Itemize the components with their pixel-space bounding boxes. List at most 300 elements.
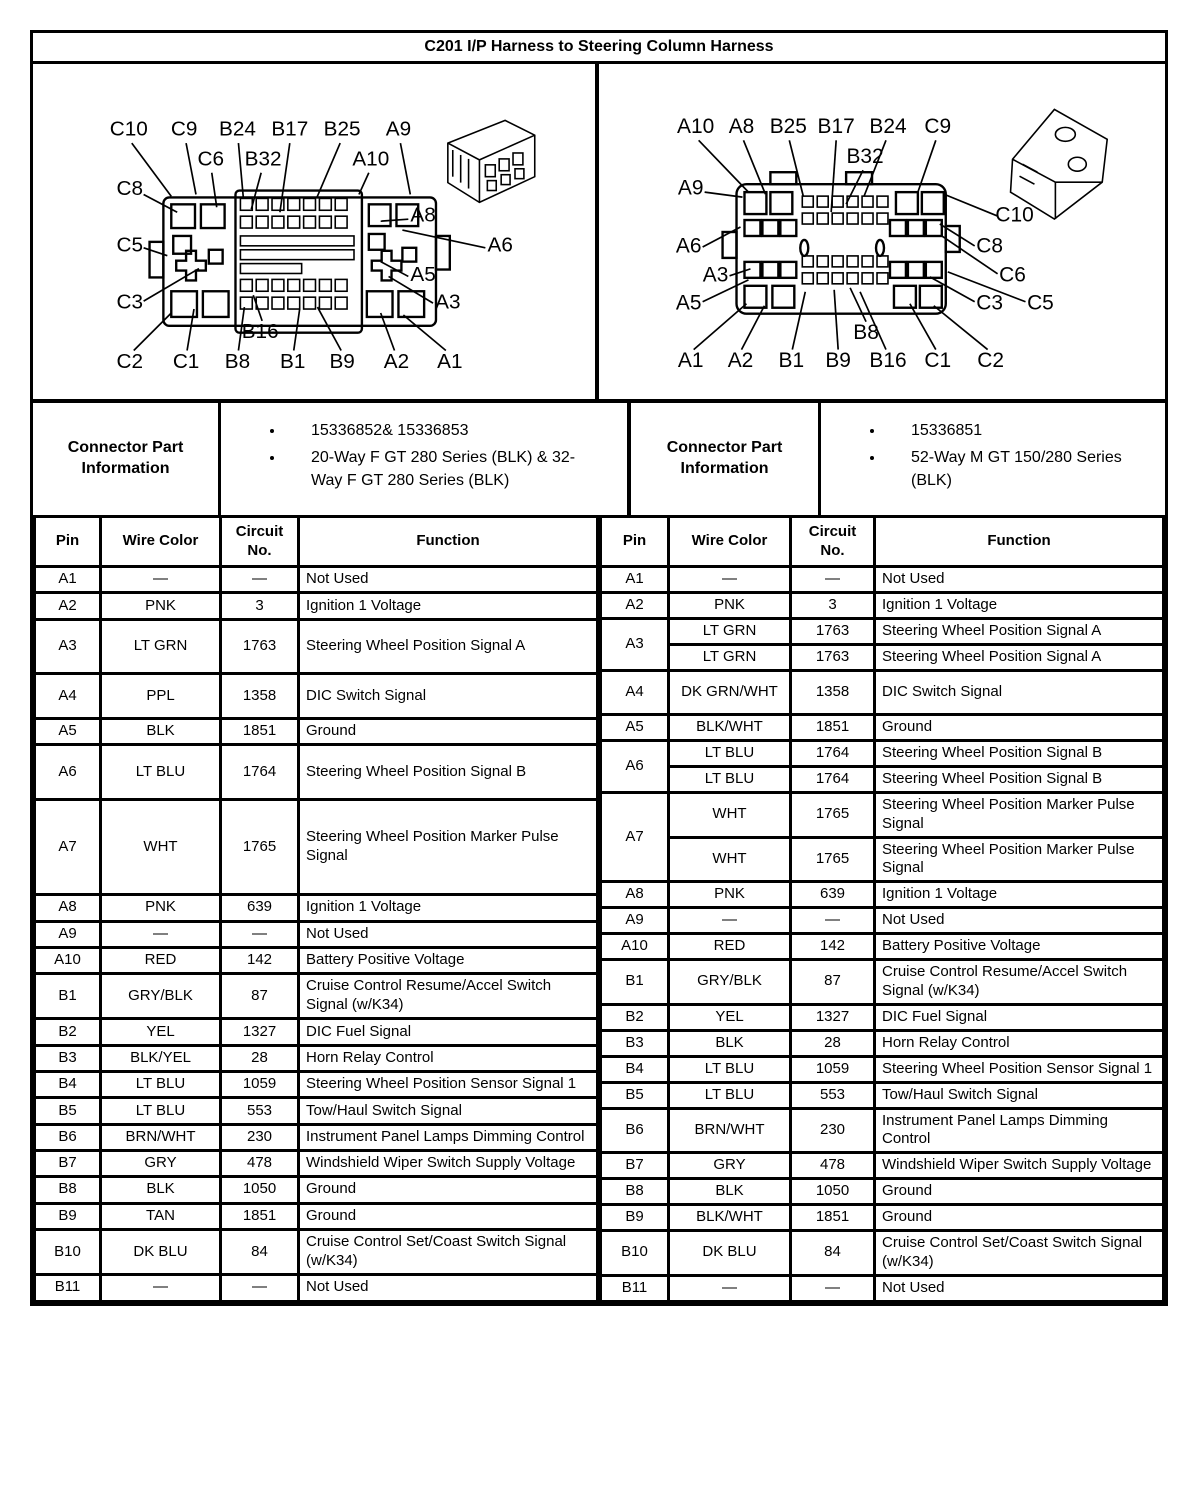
pin-label: B32 (244, 147, 282, 171)
circuit-no-cell: 84 (221, 1229, 299, 1274)
info-bullet: • 15336852& 15336853 (285, 419, 585, 442)
pin-label: B25 (323, 117, 361, 141)
wire-color-cell: BRN/WHT (669, 1108, 791, 1153)
wire-color-cell: BLK (669, 1030, 791, 1056)
wire-color-cell: — (101, 567, 221, 593)
left-connector-pin-grid (240, 198, 354, 309)
table-row (601, 567, 1164, 593)
circuit-no-cell: 1764 (791, 741, 875, 767)
wire-color-header: Wire Color (669, 517, 791, 567)
circuit-no-cell: 1765 (221, 799, 299, 894)
wire-color-cell: BLK/YEL (101, 1045, 221, 1071)
wire-color-cell: LT BLU (669, 1082, 791, 1108)
pin-label: A6 (675, 234, 702, 258)
circuit-no-cell: 87 (791, 960, 875, 1005)
pin-cell: A6 (601, 741, 669, 793)
pin-label: C6 (197, 147, 225, 171)
circuit-no-cell: 1851 (221, 1203, 299, 1229)
table-row (35, 1177, 598, 1203)
table-row (601, 1108, 1164, 1153)
table-row (35, 745, 598, 800)
function-cell: Steering Wheel Position Signal B (875, 741, 1164, 767)
circuit-no-cell: 84 (791, 1231, 875, 1276)
pin-cell: B7 (601, 1153, 669, 1179)
function-cell: Instrument Panel Lamps Dimming Control (299, 1124, 598, 1150)
pin-cell: A10 (601, 934, 669, 960)
pin-cell: A2 (601, 593, 669, 619)
function-cell: Not Used (875, 1275, 1164, 1301)
pin-label: B24 (869, 114, 907, 138)
function-cell: DIC Fuel Signal (299, 1019, 598, 1045)
pin-cell: B10 (601, 1231, 669, 1276)
leader-line (831, 140, 836, 212)
function-cell: Ignition 1 Voltage (875, 882, 1164, 908)
function-cell: Ignition 1 Voltage (299, 593, 598, 619)
pin-label: A3 (702, 263, 729, 287)
function-cell: Battery Positive Voltage (875, 934, 1164, 960)
function-cell: Not Used (299, 1274, 598, 1301)
pin-label: B9 (825, 349, 851, 373)
pin-cell: B6 (35, 1124, 101, 1150)
table-row (35, 1124, 598, 1150)
circuit-no-cell: 142 (791, 934, 875, 960)
function-cell: Ground (875, 1205, 1164, 1231)
pin-label: B24 (219, 117, 256, 141)
wire-color-cell: YEL (669, 1004, 791, 1030)
pin-label: C3 (976, 291, 1003, 315)
pin-cell: B11 (35, 1274, 101, 1301)
table-row (35, 895, 598, 921)
pin-cell: B11 (601, 1275, 669, 1301)
wire-color-cell: DK BLU (669, 1231, 791, 1276)
function-cell: Ground (875, 715, 1164, 741)
info-bullet: • 20-Way F GT 280 Series (BLK) & 32-Way F GT 280 Series (BLK) (285, 446, 585, 492)
function-cell: Not Used (299, 921, 598, 947)
function-cell: Ground (299, 718, 598, 744)
table-row (35, 718, 598, 744)
leader-line (317, 307, 341, 350)
function-cell: Not Used (875, 567, 1164, 593)
pin-cell: B9 (601, 1205, 669, 1231)
pin-label: A10 (677, 114, 715, 138)
circuit-no-cell: — (791, 908, 875, 934)
wire-color-cell: — (669, 1275, 791, 1301)
function-cell: Steering Wheel Position Signal B (299, 745, 598, 800)
table-row (601, 593, 1164, 619)
pin-cell: B7 (35, 1150, 101, 1176)
leader-line (400, 143, 410, 194)
pin-label: B17 (271, 117, 309, 141)
circuit-no-cell: 3 (791, 593, 875, 619)
function-cell: Horn Relay Control (299, 1045, 598, 1071)
wire-color-cell: BLK (101, 718, 221, 744)
right-connector-pin-grid (802, 196, 888, 284)
table-header-row (35, 517, 598, 567)
circuit-no-cell: 1358 (221, 674, 299, 719)
function-header: Function (875, 517, 1164, 567)
wire-color-cell: — (669, 908, 791, 934)
pin-label: A9 (677, 176, 704, 200)
circuit-no-cell: 28 (221, 1045, 299, 1071)
function-cell: Cruise Control Set/Coast Switch Signal (w/K34) (299, 1229, 598, 1274)
right-info-bullets (821, 403, 1165, 515)
leader-line (741, 306, 764, 350)
circuit-no-cell: 1763 (791, 619, 875, 645)
pin-cell: A8 (35, 895, 101, 921)
function-cell: Steering Wheel Position Sensor Signal 1 (299, 1071, 598, 1097)
pin-label: A10 (352, 147, 390, 171)
leader-line (359, 173, 369, 195)
wire-color-cell: WHT (101, 799, 221, 894)
circuit-no-cell: — (791, 567, 875, 593)
pin-label: A1 (437, 349, 463, 373)
pinout-tables (33, 515, 1165, 1303)
function-header: Function (299, 517, 598, 567)
wire-color-cell: — (101, 921, 221, 947)
pin-label: C5 (116, 233, 144, 257)
function-cell: Ignition 1 Voltage (875, 593, 1164, 619)
pin-label: A2 (383, 349, 410, 373)
wire-color-cell: GRY/BLK (101, 974, 221, 1019)
table-row (35, 947, 598, 973)
pin-label: B32 (846, 144, 884, 168)
circuit-no-cell: 1059 (791, 1056, 875, 1082)
leader-line (402, 230, 485, 248)
pin-cell: A10 (35, 947, 101, 973)
leader-line (294, 309, 300, 350)
leader-line (910, 304, 936, 350)
function-cell: Cruise Control Resume/Accel Switch Signal (w/K34) (875, 960, 1164, 1005)
circuit-no-cell: — (221, 1274, 299, 1301)
leader-line (186, 143, 196, 194)
table-row (35, 1274, 598, 1301)
circuit-no-cell: 639 (791, 882, 875, 908)
pin-cell: B1 (601, 960, 669, 1005)
connector-part-info-row (33, 403, 1165, 515)
pin-label: C9 (170, 117, 198, 141)
pin-cell: A7 (601, 793, 669, 882)
leader-line (212, 173, 217, 208)
right-connector-svg (599, 64, 1165, 399)
table-row (35, 1229, 598, 1274)
leader-line (930, 277, 975, 302)
circuit-no-header: Circuit No. (791, 517, 875, 567)
pin-label: C8 (976, 234, 1003, 258)
function-cell: Steering Wheel Position Signal A (875, 645, 1164, 671)
right-info-bullet-list (885, 419, 1123, 492)
pin-label: A6 (487, 233, 513, 257)
pin-label: C1 (172, 349, 200, 373)
function-cell: Windshield Wiper Switch Supply Voltage (875, 1153, 1164, 1179)
leader-line (730, 269, 751, 276)
pin-label: B8 (224, 349, 251, 373)
wire-color-cell: BLK/WHT (669, 715, 791, 741)
wire-color-cell: LT BLU (669, 741, 791, 767)
wire-color-cell: LT GRN (669, 645, 791, 671)
circuit-no-cell: 1059 (221, 1071, 299, 1097)
pin-label: A3 (435, 290, 461, 314)
circuit-no-cell: 1763 (221, 619, 299, 674)
table-row (35, 921, 598, 947)
wire-color-cell: GRY (101, 1150, 221, 1176)
leader-line (743, 140, 765, 194)
pin-cell: B2 (35, 1019, 101, 1045)
right-pinout-table (599, 515, 1165, 1303)
leader-line (253, 295, 262, 321)
pin-label: C10 (995, 203, 1034, 227)
function-cell: Tow/Haul Switch Signal (299, 1098, 598, 1124)
pin-cell: B3 (35, 1045, 101, 1071)
wire-color-cell: PNK (669, 593, 791, 619)
wire-color-cell: GRY/BLK (669, 960, 791, 1005)
pin-label: A1 (677, 349, 704, 373)
leader-line (699, 140, 749, 192)
pin-cell: A7 (35, 799, 101, 894)
table-row (35, 1203, 598, 1229)
table-row (35, 799, 598, 894)
function-cell: Tow/Haul Switch Signal (875, 1082, 1164, 1108)
table-header-row (601, 517, 1164, 567)
pin-cell: A5 (601, 715, 669, 741)
pin-label: A5 (410, 262, 436, 286)
pin-label: C3 (116, 290, 144, 314)
function-cell: Not Used (299, 567, 598, 593)
right-tbody (601, 567, 1164, 1302)
pin-label: C9 (924, 114, 952, 138)
leader-line (403, 315, 445, 351)
right-diagram-labels (676, 115, 1054, 372)
pin-header: Pin (35, 517, 101, 567)
pin-label: A8 (410, 203, 436, 227)
pin-label: C2 (116, 349, 144, 373)
circuit-no-cell: — (221, 921, 299, 947)
function-cell: Steering Wheel Position Marker Pulse Signal (299, 799, 598, 894)
circuit-no-cell: 1050 (221, 1177, 299, 1203)
circuit-no-cell: 1765 (791, 837, 875, 882)
pin-cell: A3 (601, 619, 669, 671)
wire-color-cell: PNK (101, 593, 221, 619)
function-cell: DIC Switch Signal (299, 674, 598, 719)
leader-line (187, 309, 194, 350)
table-row (601, 767, 1164, 793)
function-cell: Instrument Panel Lamps Dimming Control (875, 1108, 1164, 1153)
pin-cell: A1 (601, 567, 669, 593)
table-row (601, 671, 1164, 715)
pin-label: B16 (241, 320, 279, 344)
circuit-no-cell: 553 (791, 1082, 875, 1108)
pin-cell: B8 (35, 1177, 101, 1203)
left-info-bullet-list (285, 419, 585, 492)
circuit-no-cell: 478 (221, 1150, 299, 1176)
wire-color-cell: BLK (101, 1177, 221, 1203)
function-cell: Steering Wheel Position Signal A (299, 619, 598, 674)
function-cell: Cruise Control Set/Coast Switch Signal (w/K34) (875, 1231, 1164, 1276)
wire-color-cell: — (101, 1274, 221, 1301)
function-cell: Ignition 1 Voltage (299, 895, 598, 921)
pin-cell: A5 (35, 718, 101, 744)
wire-color-cell: WHT (669, 793, 791, 838)
circuit-no-cell: 639 (221, 895, 299, 921)
circuit-no-cell: 478 (791, 1153, 875, 1179)
circuit-no-cell: 142 (221, 947, 299, 973)
wire-color-cell: LT GRN (669, 619, 791, 645)
table-row (601, 1153, 1164, 1179)
table-row (601, 934, 1164, 960)
pin-cell: A8 (601, 882, 669, 908)
table-row (601, 741, 1164, 767)
circuit-no-cell: 1764 (221, 745, 299, 800)
table-row (35, 974, 598, 1019)
wire-color-cell: PNK (101, 895, 221, 921)
info-bullet: • 52-Way M GT 150/280 Series (BLK) (885, 446, 1123, 492)
circuit-no-cell: — (791, 1275, 875, 1301)
table-row (601, 793, 1164, 838)
pin-cell: A6 (35, 745, 101, 800)
pin-cell: A2 (35, 593, 101, 619)
leader-line (381, 262, 409, 277)
wire-color-cell: RED (101, 947, 221, 973)
circuit-no-cell: 230 (791, 1108, 875, 1153)
left-connector-diagram (33, 64, 599, 399)
table-row (601, 1179, 1164, 1205)
table-row (601, 1205, 1164, 1231)
wire-color-cell: LT BLU (101, 1071, 221, 1097)
wire-color-cell: DK GRN/WHT (669, 671, 791, 715)
circuit-no-cell: 1763 (791, 645, 875, 671)
pin-label: B1 (778, 349, 805, 373)
leader-line (846, 170, 863, 204)
table-row (35, 1019, 598, 1045)
info-bullet: • 15336851 (885, 419, 1123, 442)
pin-cell: B5 (35, 1098, 101, 1124)
pin-label: C6 (999, 263, 1026, 287)
leader-line (134, 313, 172, 351)
pin-header: Pin (601, 517, 669, 567)
pin-label: B25 (769, 114, 807, 138)
table-row (601, 1082, 1164, 1108)
circuit-no-cell: — (221, 567, 299, 593)
leader-line (834, 290, 838, 350)
function-cell: DIC Switch Signal (875, 671, 1164, 715)
page-title: C201 I/P Harness to Steering Column Harness (33, 33, 1165, 64)
circuit-no-cell: 230 (221, 1124, 299, 1150)
circuit-no-cell: 3 (221, 593, 299, 619)
leader-line (944, 194, 998, 216)
table-row (601, 1004, 1164, 1030)
right-connector-face-drawing (723, 172, 960, 314)
table-row (35, 1150, 598, 1176)
pin-cell: B6 (601, 1108, 669, 1153)
pin-cell: A1 (35, 567, 101, 593)
wire-color-cell: LT GRN (101, 619, 221, 674)
pin-label: C8 (116, 177, 144, 201)
circuit-no-cell: 1851 (791, 715, 875, 741)
function-cell: Steering Wheel Position Marker Pulse Signal (875, 837, 1164, 882)
wiring-diagram-sheet (30, 30, 1168, 1306)
table-row (35, 1045, 598, 1071)
function-cell: Cruise Control Resume/Accel Switch Signal (w/K34) (299, 974, 598, 1019)
pin-cell: B4 (601, 1056, 669, 1082)
pin-cell: A9 (35, 921, 101, 947)
pin-label: C2 (977, 349, 1004, 373)
pin-label: A5 (675, 291, 702, 315)
pin-cell: B4 (35, 1071, 101, 1097)
function-cell: DIC Fuel Signal (875, 1004, 1164, 1030)
pin-cell: B5 (601, 1082, 669, 1108)
connector-diagrams (33, 64, 1165, 403)
wire-color-header: Wire Color (101, 517, 221, 567)
pin-label: C5 (1027, 291, 1054, 315)
function-cell: Ground (299, 1203, 598, 1229)
left-info-label: Connector Part Information (33, 403, 221, 515)
table-row (601, 1231, 1164, 1276)
function-cell: Steering Wheel Position Signal B (875, 767, 1164, 793)
circuit-no-cell: 553 (221, 1098, 299, 1124)
pin-label: A8 (728, 114, 755, 138)
leader-line (694, 304, 747, 350)
circuit-no-cell: 28 (791, 1030, 875, 1056)
circuit-no-cell: 1327 (791, 1004, 875, 1030)
wire-color-cell: PNK (669, 882, 791, 908)
left-pinout-table (33, 515, 599, 1303)
circuit-no-cell: 1358 (791, 671, 875, 715)
table-row (601, 837, 1164, 882)
wire-color-cell: LT BLU (669, 767, 791, 793)
table-row (35, 567, 598, 593)
circuit-no-cell: 1327 (221, 1019, 299, 1045)
table-row (601, 908, 1164, 934)
leader-line (381, 313, 395, 351)
left-connector-svg (33, 64, 595, 399)
table-row (601, 882, 1164, 908)
function-cell: Steering Wheel Position Sensor Signal 1 (875, 1056, 1164, 1082)
function-cell: Ground (299, 1177, 598, 1203)
circuit-no-cell: 1851 (221, 718, 299, 744)
leader-line (850, 288, 866, 322)
wire-color-cell: GRY (669, 1153, 791, 1179)
wire-color-cell: RED (669, 934, 791, 960)
wire-color-cell: LT BLU (101, 745, 221, 800)
circuit-no-cell: 1765 (791, 793, 875, 838)
pin-cell: B2 (601, 1004, 669, 1030)
pin-label: B8 (853, 321, 879, 345)
circuit-no-cell: 1050 (791, 1179, 875, 1205)
function-cell: Horn Relay Control (875, 1030, 1164, 1056)
table-row (35, 1098, 598, 1124)
pin-cell: A4 (35, 674, 101, 719)
table-row (601, 1275, 1164, 1301)
left-tbody (35, 567, 598, 1302)
pin-cell: B3 (601, 1030, 669, 1056)
pin-label: B16 (869, 349, 907, 373)
table-row (601, 960, 1164, 1005)
wire-color-cell: BLK (669, 1179, 791, 1205)
wire-color-cell: BRN/WHT (101, 1124, 221, 1150)
function-cell: Steering Wheel Position Signal A (875, 619, 1164, 645)
wire-color-cell: WHT (669, 837, 791, 882)
pin-label: C10 (109, 117, 148, 141)
table-row (35, 674, 598, 719)
pin-cell: B1 (35, 974, 101, 1019)
wire-color-cell: TAN (101, 1203, 221, 1229)
pin-label: B9 (329, 349, 355, 373)
pin-label: A9 (385, 117, 412, 141)
table-row (601, 1030, 1164, 1056)
circuit-no-cell: 87 (221, 974, 299, 1019)
leader-line (381, 219, 409, 221)
table-row (35, 619, 598, 674)
wire-color-cell: LT BLU (669, 1056, 791, 1082)
